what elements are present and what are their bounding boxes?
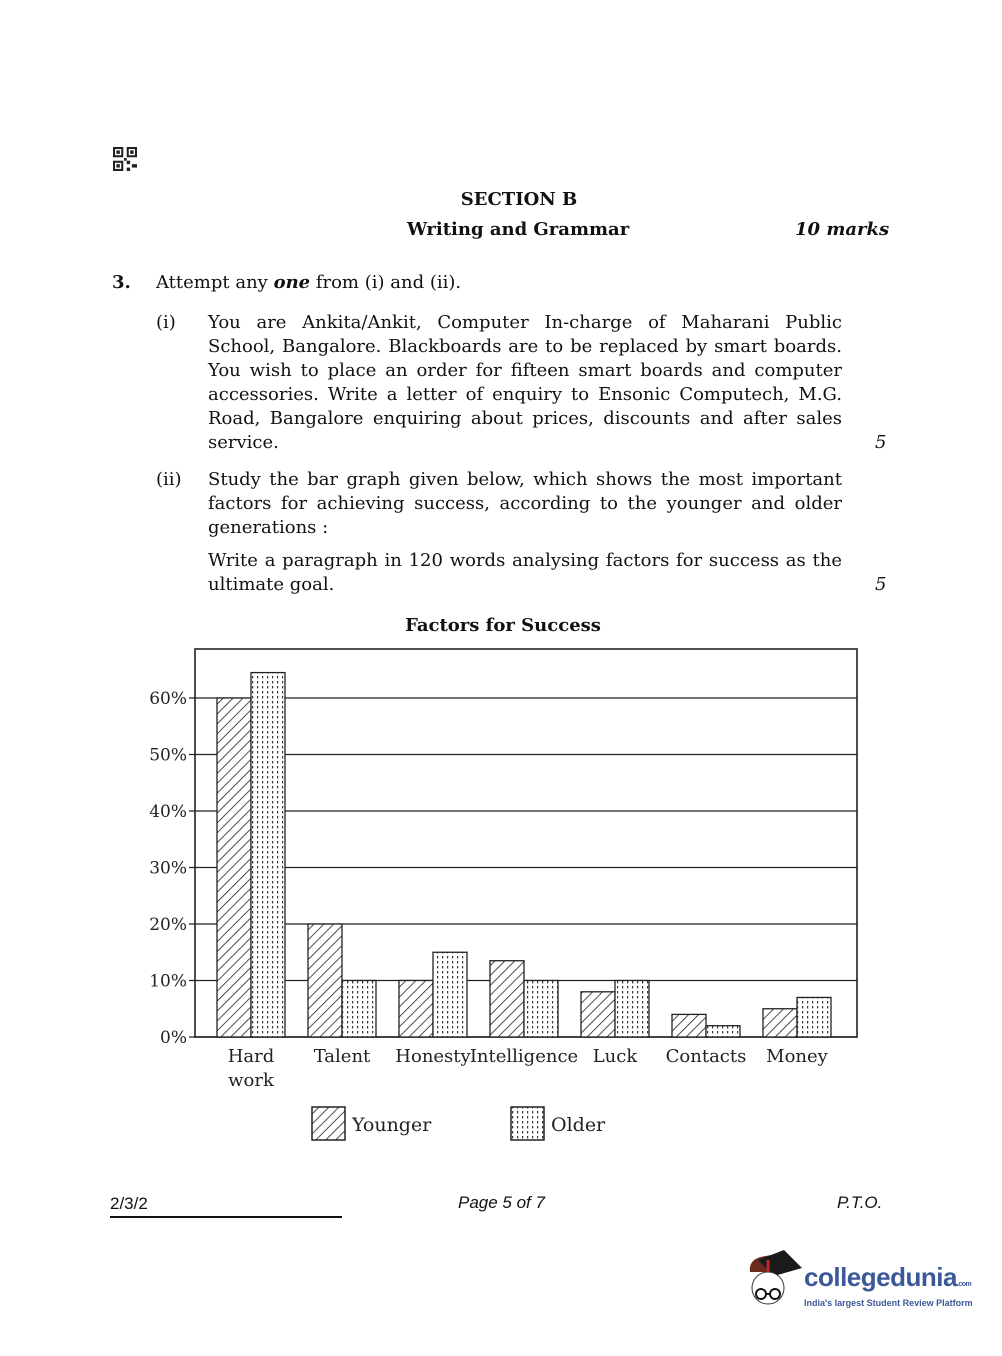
bar-older	[433, 952, 467, 1037]
bar-younger	[763, 1009, 797, 1037]
bar-younger	[217, 698, 251, 1037]
paper-code-text: 2/3/2	[110, 1194, 148, 1213]
y-tick-label: 0%	[160, 1028, 187, 1048]
page-number: Page 5 of 7	[458, 1193, 545, 1212]
mascot-icon	[744, 1250, 802, 1310]
legend-swatch-younger	[312, 1107, 345, 1140]
x-tick-label: Honesty	[395, 1046, 471, 1067]
bar-younger	[672, 1014, 706, 1037]
intro-emphasis: one	[273, 272, 311, 293]
plot-frame	[195, 649, 857, 1037]
paper-code	[110, 1192, 148, 1216]
option-i-label: (i)	[156, 312, 176, 333]
question-number: 3.	[112, 272, 131, 293]
x-tick-label: Luck	[592, 1046, 638, 1067]
bar-older	[342, 981, 376, 1038]
y-tick-label: 20%	[149, 915, 187, 935]
bar-younger	[490, 961, 524, 1037]
option-ii-label: (ii)	[156, 469, 182, 490]
footer-divider	[110, 1216, 342, 1218]
collegedunia-logo	[744, 1250, 974, 1320]
bar-older	[524, 981, 558, 1038]
x-tick-label: Money	[766, 1046, 828, 1067]
y-tick-label: 10%	[149, 971, 187, 992]
option-ii-marks: 5	[875, 574, 887, 595]
option-ii-task: Write a paragraph in 120 words analysing factors for success as the ultimate goal.	[208, 550, 842, 595]
intro-text: Attempt any	[156, 272, 274, 293]
option-i-text: You are Ankita/Ankit, Computer In-charge of Maharani Public School, Bangalore. Blackboards are to be replaced by smart boards. You wish to place an order for fifteen smart boards and computer accessories. Write a letter of enquiry to Ensonic Computech, M.G. Road, Bangalore enquiring about prices, discounts and after sales service.	[208, 312, 842, 453]
bar-older	[797, 997, 831, 1037]
legend-label: Older	[551, 1114, 606, 1136]
x-tick-label: Intelligence	[469, 1046, 579, 1067]
logo-tagline: India's largest Student Review Platform	[804, 1298, 973, 1308]
chart-title: Factors for Success	[405, 615, 601, 636]
legend-label: Younger	[352, 1114, 432, 1136]
bar-older	[706, 1026, 740, 1037]
pto: P.T.O.	[837, 1193, 883, 1212]
x-tick-label: Contacts	[665, 1046, 747, 1067]
bar-younger	[308, 924, 342, 1037]
y-tick-label: 60%	[149, 689, 187, 709]
logo-suffix: .com	[956, 1281, 972, 1288]
logo-wordmark	[804, 1262, 971, 1293]
x-tick-label: Hard	[227, 1046, 275, 1067]
bar-younger	[581, 992, 615, 1037]
option-ii-text: Study the bar graph given below, which shows the most important factors for achieving success, according to the younger and older generations :	[208, 469, 842, 538]
x-tick-label: work	[228, 1070, 274, 1091]
section-marks: 10 marks	[795, 219, 890, 240]
section-title: SECTION B	[460, 189, 578, 210]
y-tick-label: 50%	[149, 745, 187, 766]
option-i-marks: 5	[875, 432, 887, 453]
bar-older	[615, 981, 649, 1038]
intro-text-end: from (i) and (ii).	[310, 272, 462, 293]
x-tick-label: Talent	[313, 1046, 371, 1067]
section-subtitle: Writing and Grammar	[407, 219, 630, 240]
y-tick-label: 40%	[149, 802, 187, 822]
y-tick-label: 30%	[149, 858, 187, 879]
bar-older	[251, 673, 285, 1037]
logo-name: collegedunia	[804, 1262, 957, 1292]
bar-younger	[399, 981, 433, 1038]
legend-swatch-older	[511, 1107, 544, 1140]
